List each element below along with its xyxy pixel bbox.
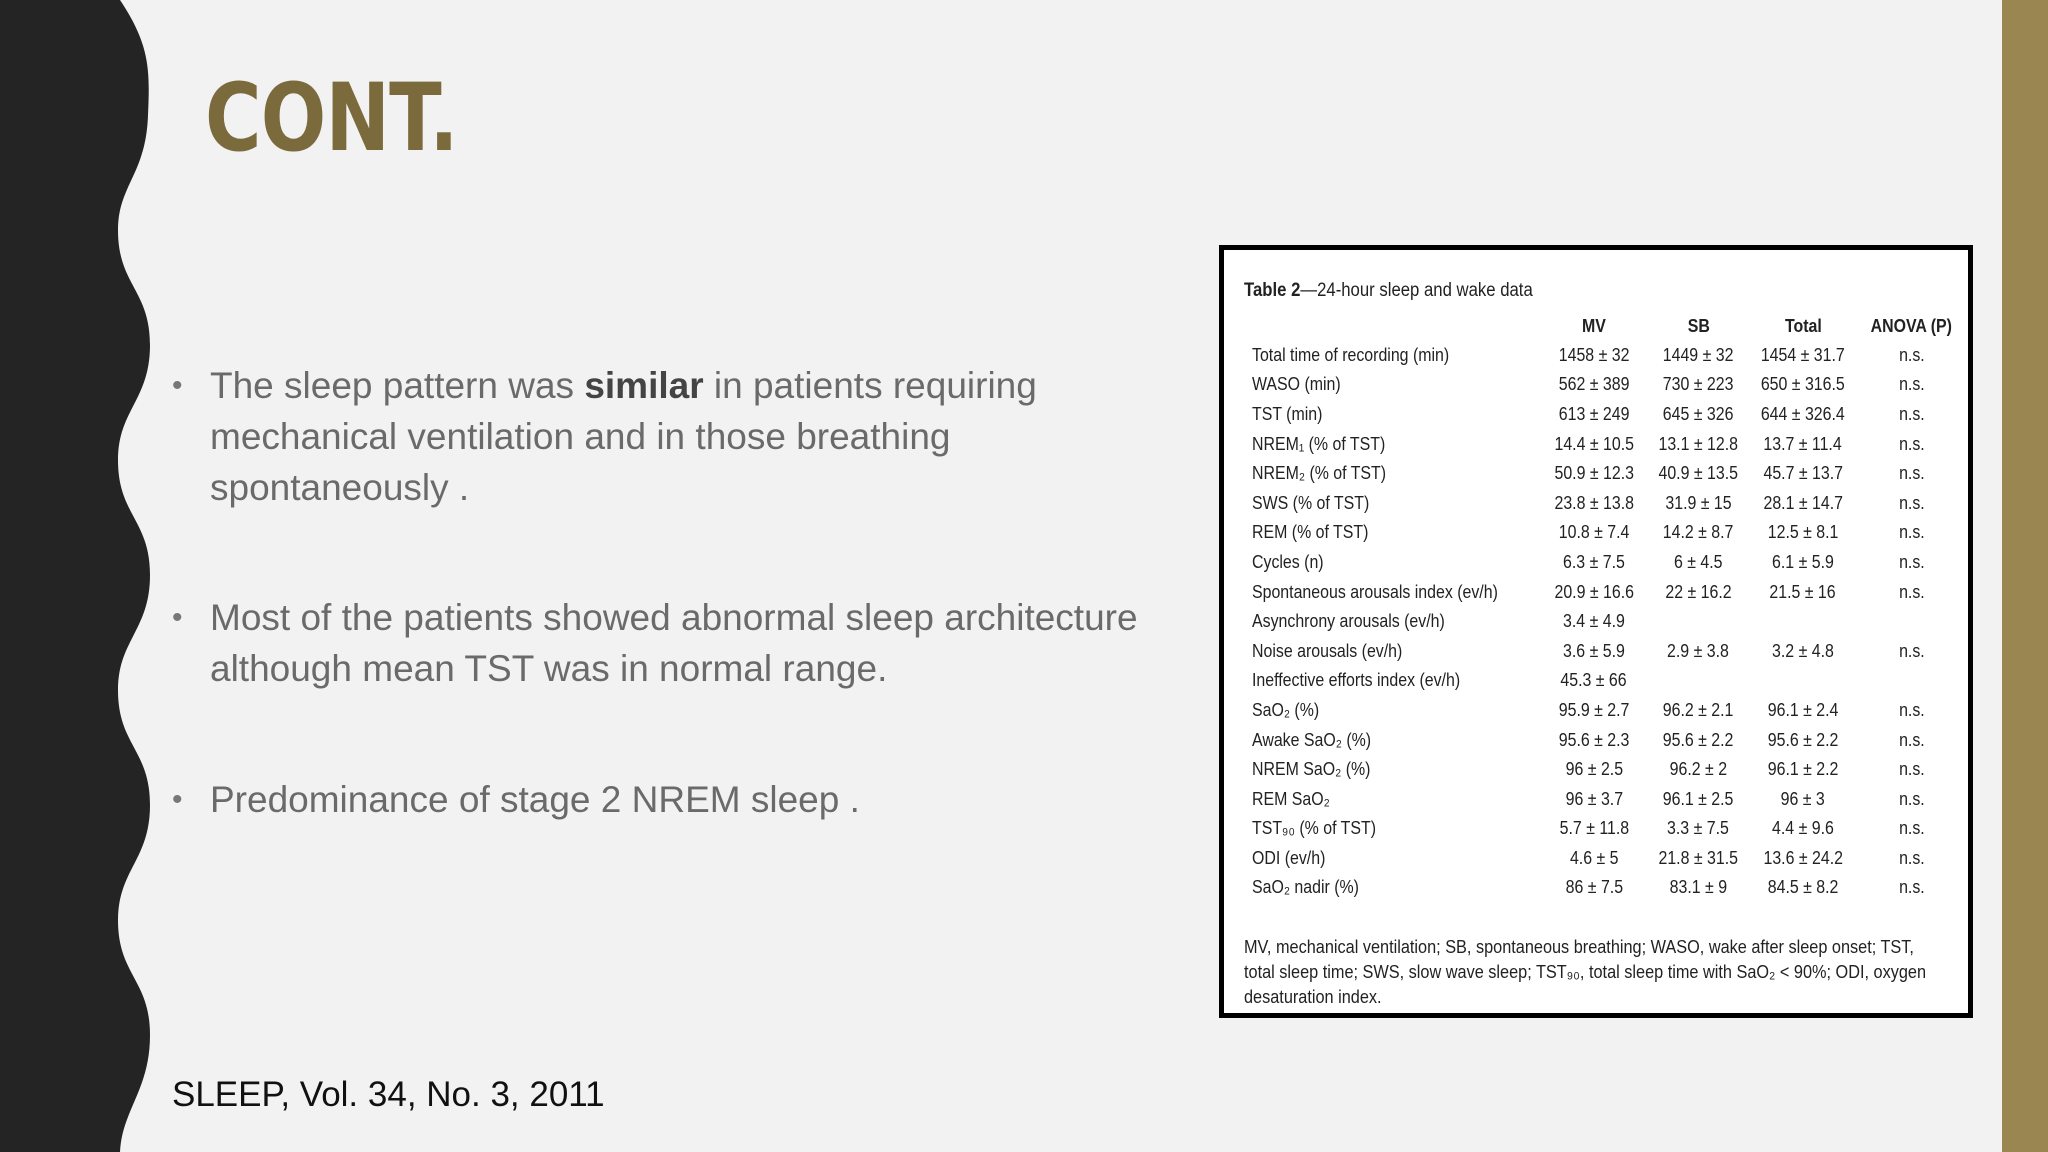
row-label: WASO (min) (1252, 373, 1341, 395)
table-row (1252, 429, 1968, 459)
cell-anova (1855, 666, 1968, 696)
cell-sb: 96.1 ± 2.5 (1663, 787, 1734, 809)
cell-sb: 95.6 ± 2.2 (1663, 728, 1734, 750)
row-label: ODI (ev/h) (1252, 846, 1326, 868)
table-row (1252, 695, 1968, 725)
table-row (1252, 636, 1968, 666)
cell-anova: n.s. (1898, 580, 1925, 602)
cell-anova: n.s. (1898, 728, 1925, 750)
cell-sb: 21.8 ± 31.5 (1658, 846, 1739, 868)
table-row (1252, 606, 1968, 636)
cell-total: 13.6 ± 24.2 (1763, 846, 1843, 868)
cell-sb: 96.2 ± 2.1 (1663, 698, 1734, 720)
slide-title: CONT. (205, 64, 458, 173)
header-sb: SB (1687, 315, 1710, 336)
table-body (1252, 340, 1968, 902)
bullet-item (172, 592, 1192, 694)
cell-total: 45.7 ± 13.7 (1763, 462, 1843, 484)
cell-mv: 10.8 ± 7.4 (1558, 521, 1630, 543)
row-label: Asynchrony arousals (ev/h) (1252, 610, 1445, 632)
table-row (1252, 370, 1968, 400)
row-label: SaO₂ (%) (1252, 698, 1320, 720)
cell-total: 3.2 ± 4.8 (1772, 639, 1834, 661)
cell-sb: 40.9 ± 13.5 (1658, 462, 1739, 484)
table-row (1252, 814, 1968, 844)
row-label: Noise arousals (ev/h) (1252, 639, 1403, 661)
cell-mv: 23.8 ± 13.8 (1554, 491, 1634, 513)
cell-mv: 45.3 ± 66 (1560, 669, 1628, 691)
cell-mv: 3.4 ± 4.9 (1563, 610, 1625, 632)
cell-mv: 50.9 ± 12.3 (1554, 462, 1634, 484)
table-row (1252, 666, 1968, 696)
cell-total: 95.6 ± 2.2 (1767, 728, 1839, 750)
cell-total: 1454 ± 31.7 (1760, 343, 1845, 365)
cell-sb: 13.1 ± 12.8 (1658, 432, 1739, 454)
bullet-text-pre: The sleep pattern was (210, 365, 585, 406)
row-label: TST₉₀ (% of TST) (1252, 817, 1377, 839)
left-wavy-band (0, 0, 170, 1152)
cell-mv: 20.9 ± 16.6 (1554, 580, 1634, 602)
table-row (1252, 784, 1968, 814)
table-row (1252, 340, 1968, 370)
cell-sb: 22 ± 16.2 (1665, 580, 1732, 602)
cell-mv: 86 ± 7.5 (1565, 876, 1623, 898)
row-label: SWS (% of TST) (1252, 491, 1370, 513)
cell-total: 21.5 ± 16 (1769, 580, 1837, 602)
cell-mv: 96 ± 2.5 (1565, 758, 1623, 780)
header-anova: ANOVA (P) (1870, 315, 1953, 336)
cell-mv: 14.4 ± 10.5 (1554, 432, 1634, 454)
cell-anova: n.s. (1898, 432, 1925, 454)
cell-total (1751, 666, 1856, 696)
cell-sb: 645 ± 326 (1663, 402, 1734, 424)
row-label: NREM SaO₂ (%) (1252, 758, 1371, 780)
table-row (1252, 577, 1968, 607)
cell-mv: 1458 ± 32 (1558, 343, 1630, 365)
cell-sb: 14.2 ± 8.7 (1663, 521, 1734, 543)
cell-anova: n.s. (1898, 343, 1925, 365)
cell-sb: 2.9 ± 3.8 (1667, 639, 1730, 661)
table-row (1252, 725, 1968, 755)
table-row (1252, 399, 1968, 429)
cell-anova: n.s. (1898, 550, 1925, 572)
row-label: Awake SaO₂ (%) (1252, 728, 1372, 750)
cell-anova: n.s. (1898, 787, 1925, 809)
cell-sb: 730 ± 223 (1663, 373, 1734, 395)
cell-mv: 613 ± 249 (1558, 402, 1630, 424)
table-row (1252, 458, 1968, 488)
row-label: REM SaO₂ (1252, 787, 1330, 809)
cell-sb: 1449 ± 32 (1663, 343, 1734, 365)
header-total: Total (1784, 315, 1822, 336)
header-mv: MV (1582, 315, 1606, 336)
cell-anova: n.s. (1898, 846, 1925, 868)
row-label: Spontaneous arousals index (ev/h) (1252, 580, 1498, 602)
cell-anova: n.s. (1898, 639, 1925, 661)
table-row (1252, 843, 1968, 873)
cell-anova (1855, 606, 1968, 636)
row-label: Total time of recording (min) (1252, 343, 1450, 365)
bullet-text-bold: similar (584, 365, 704, 406)
cell-anova: n.s. (1898, 521, 1925, 543)
cell-total: 650 ± 316.5 (1760, 373, 1845, 395)
cell-total: 28.1 ± 14.7 (1763, 491, 1843, 513)
sleep-data-table (1252, 312, 1968, 902)
cell-sb: 96.2 ± 2 (1669, 758, 1728, 780)
row-label: NREM₁ (% of TST) (1252, 432, 1386, 454)
cell-total: 96.1 ± 2.2 (1767, 758, 1839, 780)
row-label: Cycles (n) (1252, 550, 1324, 572)
table-row (1252, 754, 1968, 784)
cell-anova: n.s. (1898, 698, 1925, 720)
cell-sb: 83.1 ± 9 (1669, 876, 1728, 898)
right-accent-bar (2002, 0, 2048, 1152)
table-image (1219, 245, 1973, 1018)
cell-sb: 3.3 ± 7.5 (1667, 817, 1730, 839)
cell-total: 84.5 ± 8.2 (1767, 876, 1839, 898)
row-label: Ineffective efforts index (ev/h) (1252, 669, 1461, 691)
cell-anova: n.s. (1898, 462, 1925, 484)
row-label: TST (min) (1252, 402, 1323, 424)
cell-mv: 4.6 ± 5 (1569, 846, 1619, 868)
row-label: REM (% of TST) (1252, 521, 1369, 543)
cell-total: 13.7 ± 11.4 (1763, 432, 1843, 454)
cell-mv: 95.9 ± 2.7 (1558, 698, 1630, 720)
table-footnote: MV, mechanical ventilation; SB, spontaneous breathing; WASO, wake after sleep onset; TST, total sleep time; SWS, slow wave sleep; TST₉₀, total sleep time with SaO₂ < 90%; ODI, oxygen desaturation index. (1244, 936, 1927, 1007)
cell-mv: 3.6 ± 5.9 (1563, 639, 1625, 661)
bullet-dot-icon: • (172, 783, 183, 816)
cell-total: 644 ± 326.4 (1760, 402, 1845, 424)
cell-total (1751, 606, 1856, 636)
bullet-item (172, 360, 1192, 513)
cell-total: 96 ± 3 (1780, 787, 1826, 809)
table-caption (1244, 280, 1533, 302)
bullet-text-post: in patients requiring mechanical ventilation and in those breathing spontaneously . (210, 365, 1037, 508)
cell-anova: n.s. (1898, 876, 1925, 898)
table-caption-bold: Table 2 (1244, 280, 1301, 301)
bullet-text: Predominance of stage 2 NREM sleep . (210, 779, 860, 820)
cell-sb: 31.9 ± 15 (1665, 491, 1732, 513)
table-row (1252, 518, 1968, 548)
bullet-dot-icon: • (172, 369, 183, 402)
citation: SLEEP, Vol. 34, No. 3, 2011 (172, 1075, 605, 1114)
cell-total: 96.1 ± 2.4 (1767, 698, 1839, 720)
cell-total: 6.1 ± 5.9 (1772, 550, 1834, 572)
cell-sb (1646, 666, 1750, 696)
cell-mv: 95.6 ± 2.3 (1558, 728, 1630, 750)
cell-mv: 5.7 ± 11.8 (1559, 817, 1629, 839)
cell-sb: 6 ± 4.5 (1674, 550, 1723, 572)
bullet-dot-icon: • (172, 601, 183, 634)
cell-sb (1646, 606, 1750, 636)
table-row (1252, 488, 1968, 518)
cell-anova: n.s. (1898, 758, 1925, 780)
cell-mv: 6.3 ± 7.5 (1563, 550, 1625, 572)
cell-total: 4.4 ± 9.6 (1772, 817, 1834, 839)
table-header-row (1252, 312, 1968, 340)
row-label: SaO₂ nadir (%) (1252, 876, 1359, 898)
cell-mv: 562 ± 389 (1558, 373, 1630, 395)
cell-anova: n.s. (1898, 817, 1925, 839)
header-label (1252, 312, 1542, 340)
table-row (1252, 547, 1968, 577)
cell-mv: 96 ± 3.7 (1565, 787, 1623, 809)
bullet-text: Most of the patients showed abnormal sleep architecture although mean TST was in normal range. (210, 597, 1138, 689)
bullet-item (172, 774, 860, 825)
row-label: NREM₂ (% of TST) (1252, 462, 1387, 484)
cell-anova: n.s. (1898, 491, 1925, 513)
cell-anova: n.s. (1898, 402, 1925, 424)
cell-total: 12.5 ± 8.1 (1767, 521, 1839, 543)
table-row (1252, 873, 1968, 903)
cell-anova: n.s. (1898, 373, 1925, 395)
table-caption-rest: —24-hour sleep and wake data (1300, 280, 1533, 301)
